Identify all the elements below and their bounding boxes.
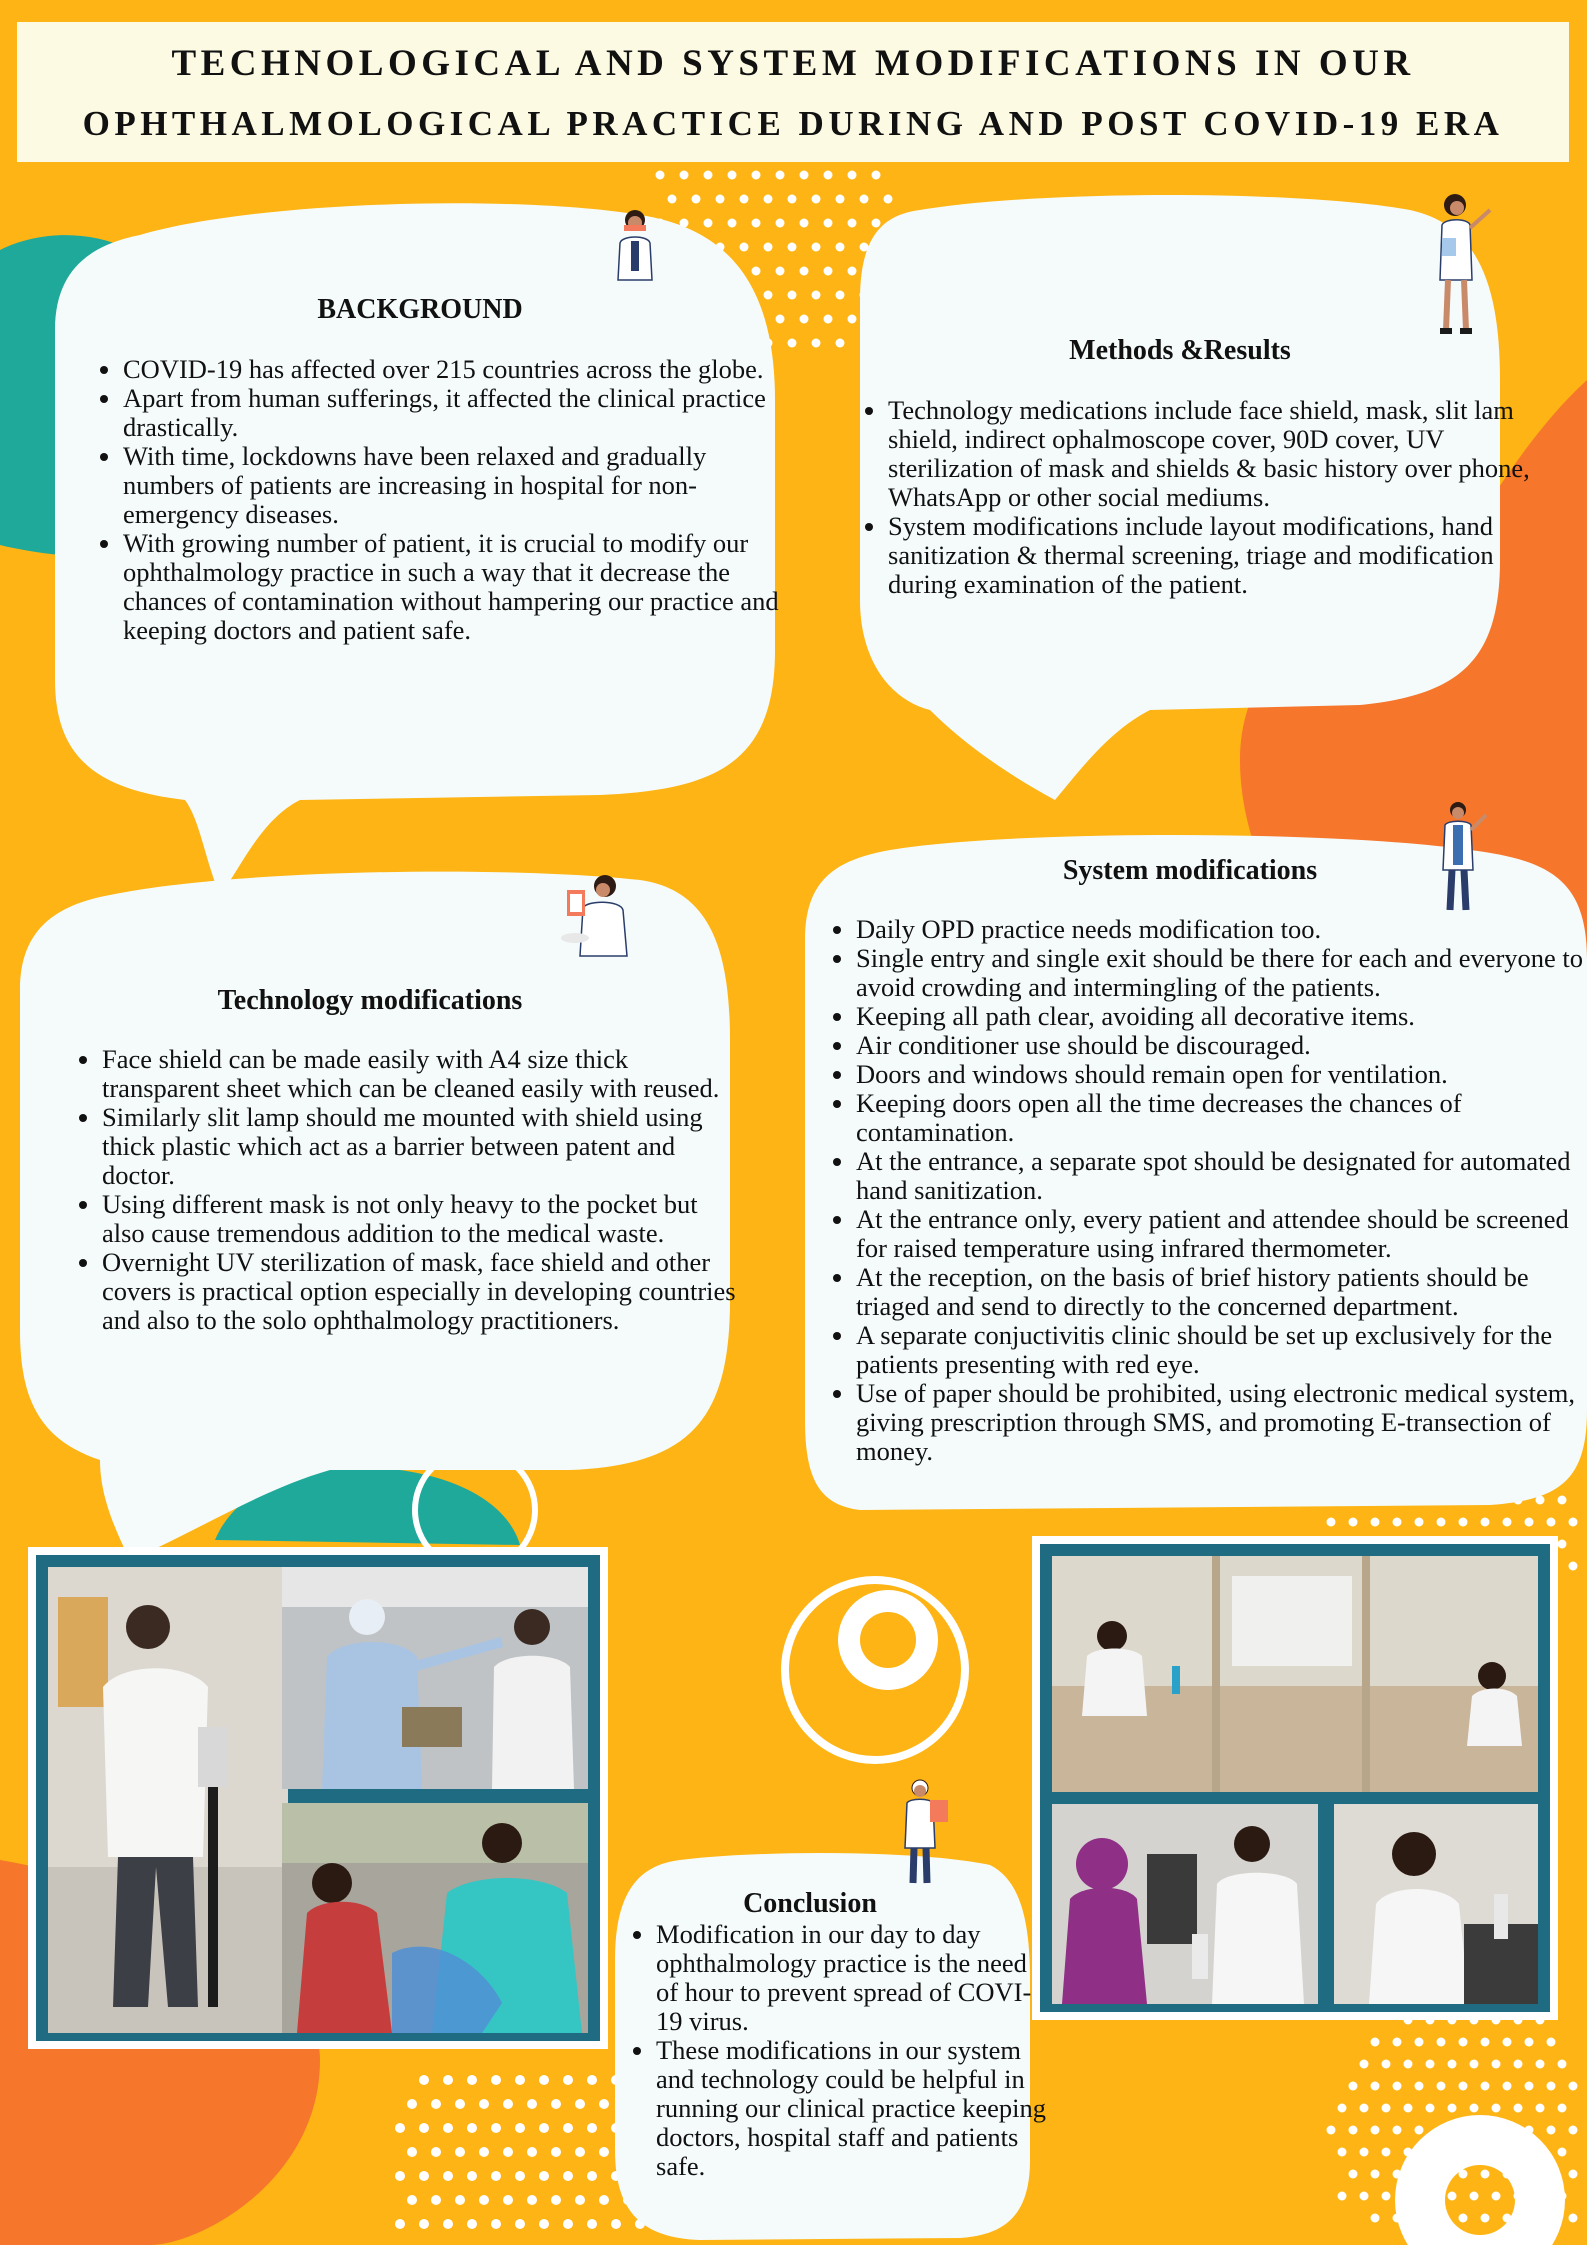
list-item: • Use of paper should be prohibited, using electronic medical system, giving prescription through SMS, and promoting E-transection of money. (856, 1379, 1587, 1466)
list-item: • Single entry and single exit should be there for each and everyone to avoid crowding and intermingling of the patients. (856, 944, 1587, 1002)
doctor-clipboard-icon (555, 868, 635, 958)
photo-doctor-reading (1334, 1804, 1538, 2004)
conclusion-heading: Conclusion (743, 1888, 877, 1919)
system-list (826, 915, 1587, 1466)
list-item: • Using different mask is not only heavy to the pocket but also cause tremendous addition to the medical waste. (102, 1190, 742, 1248)
list-item: • Technology medications include face shield, mask, slit lam shield, indirect ophalmoscope cover, 90D cover, UV sterilization of mask and shields & basic history over phone, WhatsApp or other social mediums. (888, 396, 1538, 512)
list-item: • At the entrance only, every patient and attendee should be screened for raised temperature using infrared thermometer. (856, 1205, 1587, 1263)
doctor-waving-icon (895, 1778, 955, 1888)
doctor-icon (600, 205, 670, 285)
technology-list (72, 1045, 742, 1335)
photo-slit-lamp-exam (1052, 1804, 1318, 2004)
list-item: • Face shield can be made easily with A4 size thick transparent sheet which can be cleaned easily with reused. (102, 1045, 742, 1103)
list-item: • With time, lockdowns have been relaxed and gradually numbers of patients are increasing in hospital for non-emergency diseases. (123, 442, 793, 529)
methods-list (858, 396, 1538, 599)
list-item: • A separate conjuctivitis clinic should be set up exclusively for the patients presenting with red eye. (856, 1321, 1587, 1379)
list-item: • Keeping doors open all the time decreases the chances of contamination. (856, 1089, 1587, 1147)
system-heading: System modifications (1062, 855, 1318, 886)
photo-thermal-screening (282, 1567, 588, 1789)
doctor-papers-icon (1420, 190, 1500, 340)
list-item: • At the reception, on the basis of brief history patients should be triaged and send to directly to the concerned department. (856, 1263, 1587, 1321)
technology-heading: Technology modifications (217, 985, 523, 1016)
list-item: • Keeping all path clear, avoiding all decorative items. (856, 1002, 1587, 1031)
list-item: • Doors and windows should remain open for ventilation. (856, 1060, 1587, 1089)
title-line-2: OPHTHALMOLOGICAL PRACTICE DURING AND POST COVID-19 ERA (82, 104, 1504, 143)
doctor-standing-icon (1428, 800, 1498, 915)
photo-hand-sanitization (48, 1567, 288, 2033)
list-item: • With growing number of patient, it is crucial to modify our ophthalmology practice in such a way that it decrease the chances of contamination without hampering our practice and keeping doctors and patient safe. (123, 529, 793, 645)
title-line-1: TECHNOLOGICAL AND SYSTEM MODIFICATIONS IN OUR (171, 43, 1415, 84)
photo-collage-right (1032, 1536, 1558, 2020)
list-item: • These modifications in our system and technology could be helpful in running our clinical practice keeping doctors, hospital staff and patients safe. (656, 2036, 1051, 2181)
background-list (93, 355, 793, 645)
conclusion-list (626, 1920, 1051, 2181)
list-item: • Air conditioner use should be discouraged. (856, 1031, 1587, 1060)
list-item: • Modification in our day to day ophthalmology practice is the need of hour to prevent spread of COVI-19 virus. (656, 1920, 1051, 2036)
photo-collage-left (28, 1547, 608, 2049)
list-item: • System modifications include layout modifications, hand sanitization & thermal screening, triage and modification during examination of the patient. (888, 512, 1538, 599)
list-item: • Daily OPD practice needs modification too. (856, 915, 1587, 944)
list-item: • Similarly slit lamp should me mounted with shield using thick plastic which act as a barrier between patent and doctor. (102, 1103, 742, 1190)
list-item: • Overnight UV sterilization of mask, face shield and other covers is practical option especially in developing countries and also to the solo ophthalmology practitioners. (102, 1248, 742, 1335)
photo-clinic-layout (1052, 1556, 1538, 1792)
list-item: • Apart from human sufferings, it affected the clinical practice drastically. (123, 384, 793, 442)
methods-heading: Methods &Results (1069, 335, 1291, 366)
background-heading: BACKGROUND (317, 294, 523, 325)
list-item: • COVID-19 has affected over 215 countries across the globe. (123, 355, 793, 384)
list-item: • At the entrance, a separate spot should be designated for automated hand sanitization. (856, 1147, 1587, 1205)
photo-triage (282, 1803, 588, 2033)
